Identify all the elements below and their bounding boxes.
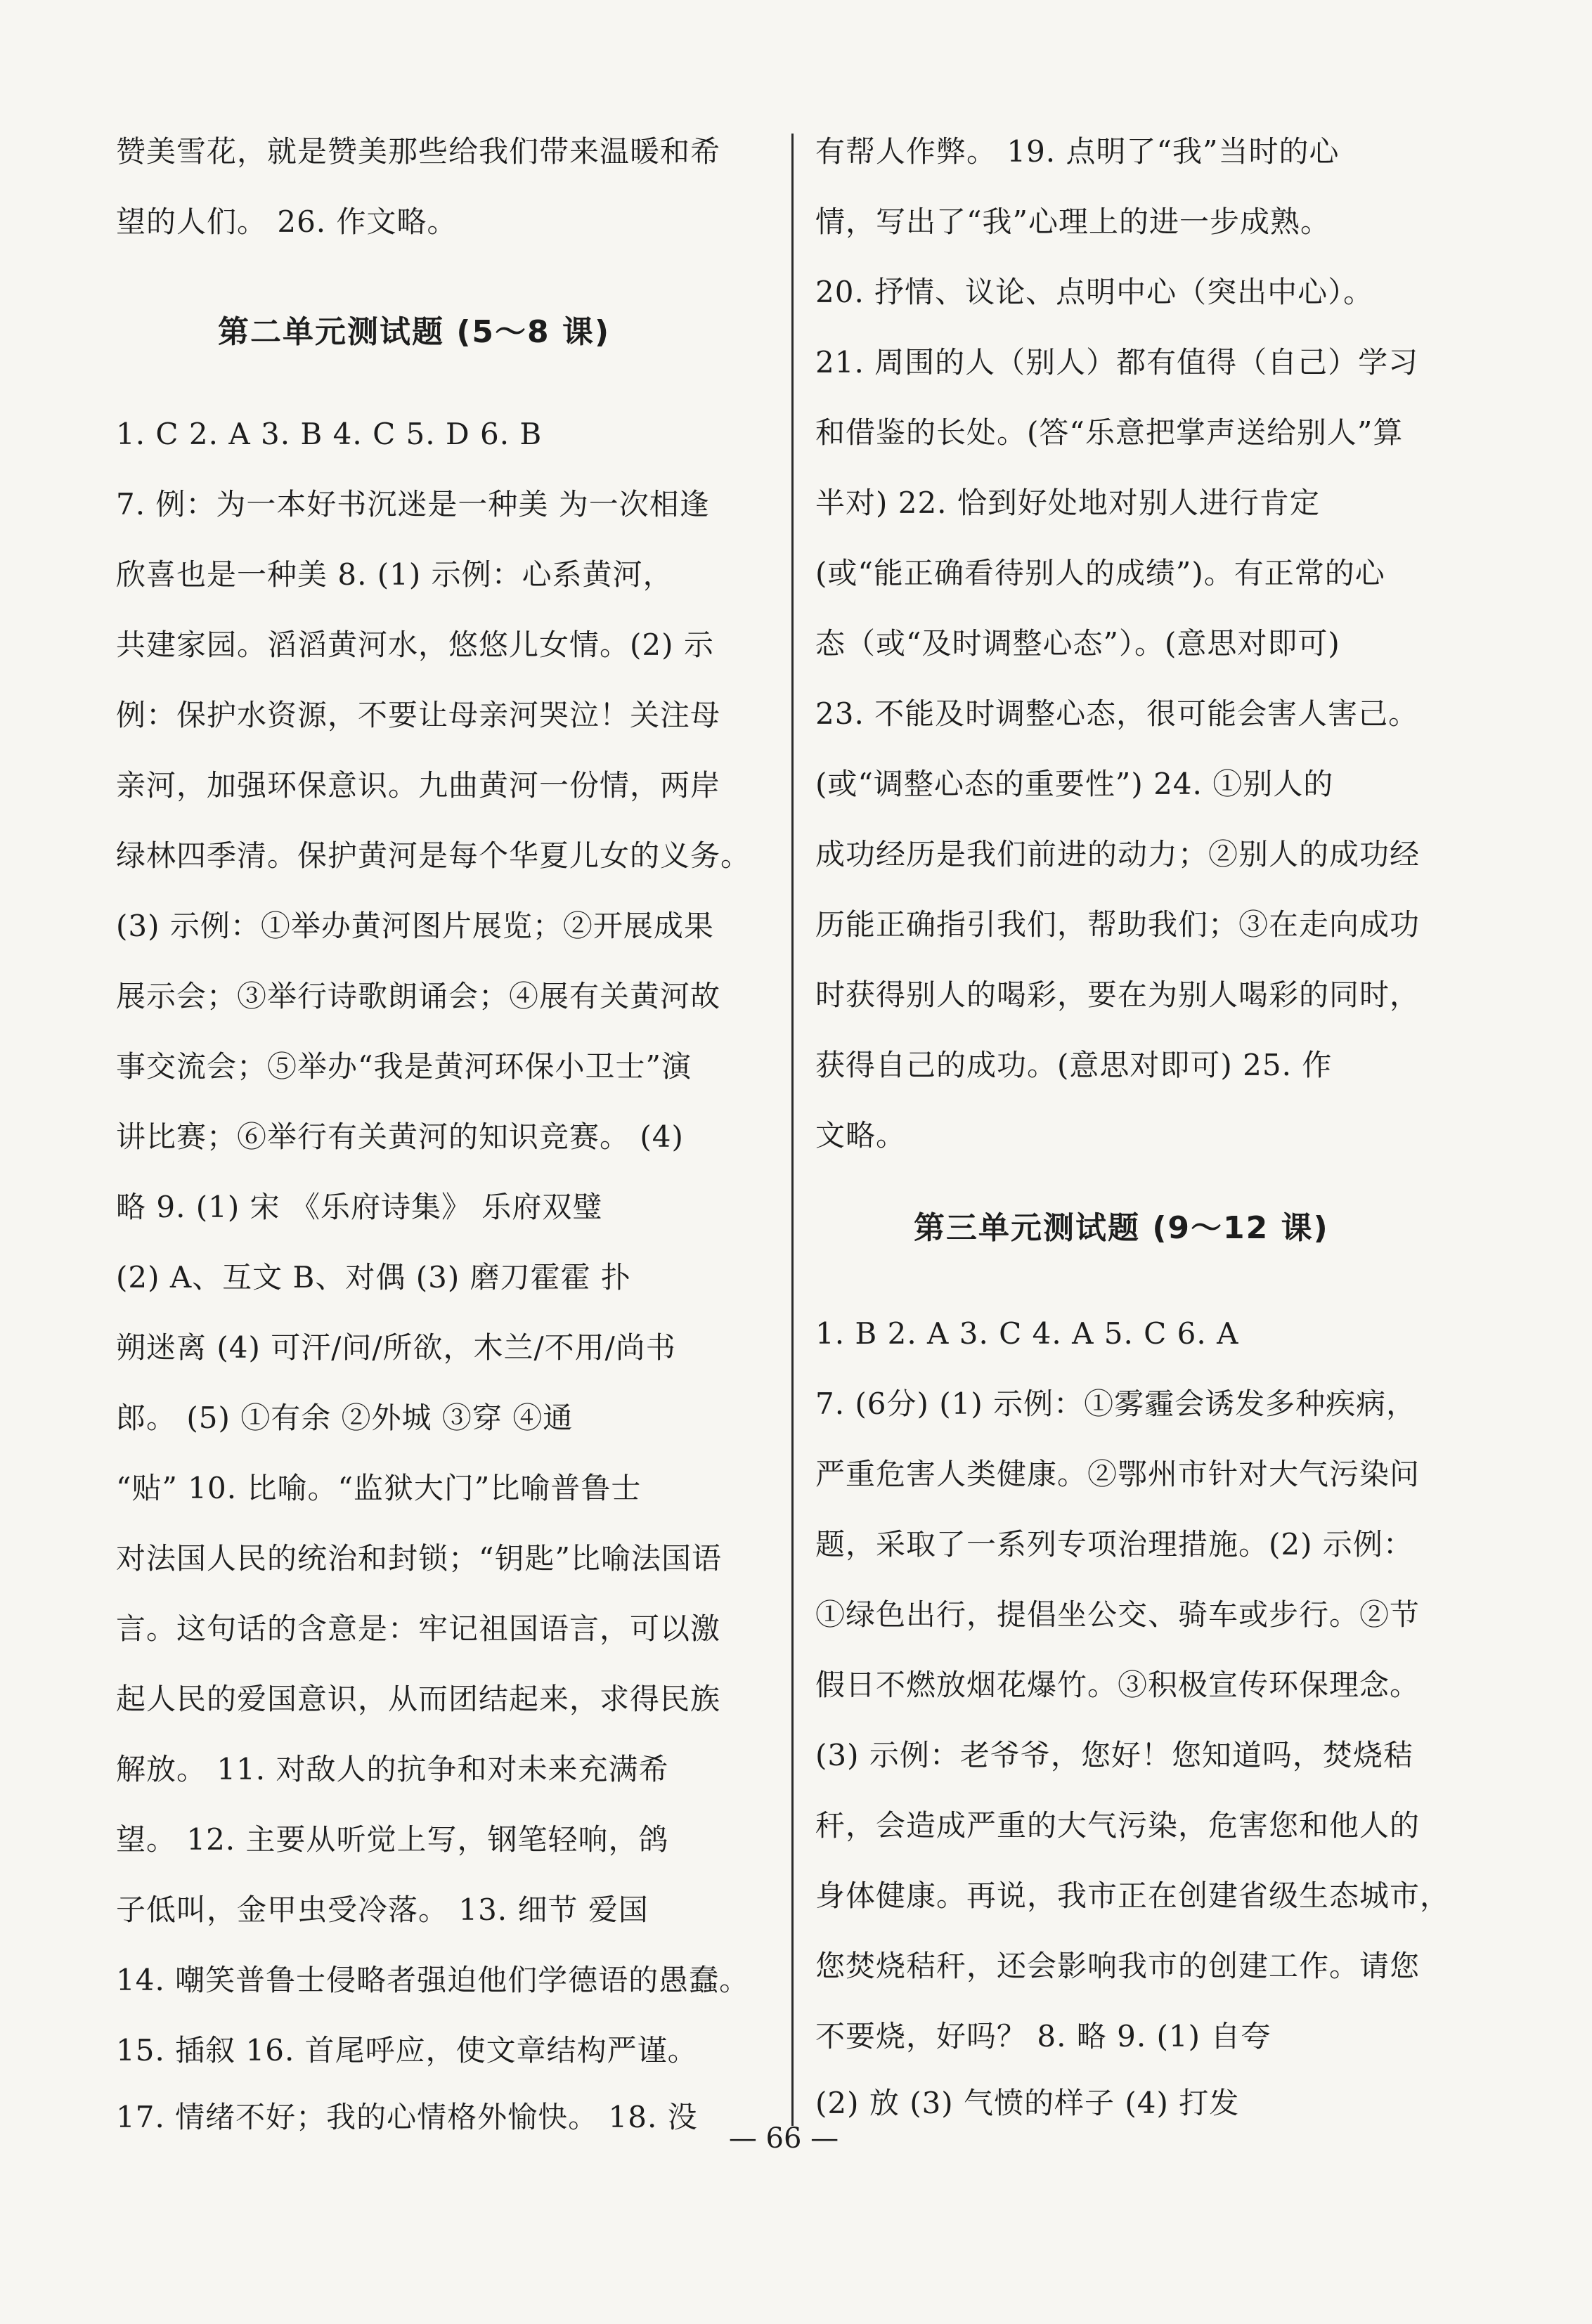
text-line: (3) 示例：①举办黄河图片展览；②开展成果 [116, 909, 714, 943]
text-line: 时获得别人的喝彩，要在为别人喝彩的同时， [815, 978, 1420, 1012]
text-line: 21. 周围的人（别人）都有值得（自己）学习 [815, 345, 1419, 379]
text-line: 20. 抒情、议论、点明中心（突出中心）。 [815, 275, 1374, 309]
text-line: 7. 例：为一本好书沉迷是一种美 为一次相逢 [116, 487, 710, 521]
text-line: 假日不燃放烟花爆竹。③积极宣传环保理念。 [815, 1668, 1420, 1702]
text-line: 展示会；③举行诗歌朗诵会；④展有关黄河故 [116, 979, 721, 1013]
text-line: 17. 情绪不好；我的心情格外愉快。 18. 没 [116, 2100, 698, 2134]
text-line: 言。这句话的含意是：牢记祖国语言，可以激 [116, 1611, 721, 1646]
text-line: (或“调整心态的重要性”) 24. ①别人的 [815, 767, 1334, 801]
text-line: 对法国人民的统治和封锁；“钥匙”比喻法国语 [116, 1541, 722, 1576]
text-line: ①绿色出行，提倡坐公交、骑车或步行。②节 [815, 1597, 1420, 1632]
text-line: 事交流会；⑤举办“我是黄河环保小卫士”演 [116, 1049, 692, 1084]
text-line: 郎。 (5) ①有余 ②外城 ③穿 ④通 [116, 1401, 574, 1435]
text-line: 1. B 2. A 3. C 4. A 5. C 6. A [815, 1316, 1239, 1351]
text-line: 有帮人作弊。 19. 点明了“我”当时的心 [815, 134, 1340, 169]
text-line: 起人民的爱国意识，从而团结起来，求得民族 [116, 1682, 721, 1716]
text-line: 望。 12. 主要从听觉上写，钢笔轻响，鸽 [116, 1822, 669, 1857]
text-line: 历能正确指引我们，帮助我们；③在走向成功 [815, 907, 1420, 942]
text-line: 14. 嘲笑普鲁士侵略者强迫他们学德语的愚蠢。 [116, 1963, 750, 1997]
text-line: 赞美雪花，就是赞美那些给我们带来温暖和希 [116, 134, 721, 169]
page-number: — 66 — [728, 2122, 839, 2155]
text-line: 绿林四季清。保护黄河是每个华夏儿女的义务。 [116, 838, 751, 873]
text-line: 情，写出了“我”心理上的进一步成熟。 [815, 205, 1331, 239]
text-line: (2) 放 (3) 气愤的样子 (4) 打发 [815, 2086, 1240, 2120]
text-line: 题，采取了一系列专项治理措施。(2) 示例： [815, 1527, 1413, 1562]
text-line: 您焚烧秸秆，还会影响我市的创建工作。请您 [815, 1949, 1420, 1983]
text-line: 文略。 [815, 1118, 907, 1153]
text-line: 15. 插叙 16. 首尾呼应，使文章结构严谨。 [116, 2033, 698, 2067]
text-line: (3) 示例：老爷爷，您好！您知道吗，焚烧秸 [815, 1738, 1413, 1772]
text-line: 亲河，加强环保意识。九曲黄河一份情，两岸 [116, 768, 721, 803]
text-line: (2) A、互文 B、对偶 (3) 磨刀霍霍 扑 [116, 1260, 631, 1294]
text-line: 略 9. (1) 宋 《乐府诗集》 乐府双璧 [116, 1190, 603, 1224]
text-line: 子低叫，金甲虫受冷落。 13. 细节 爱国 [116, 1893, 649, 1927]
text-line: 欣喜也是一种美 8. (1) 示例：心系黄河， [116, 557, 673, 592]
text-line: 秆，会造成严重的大气污染，危害您和他人的 [815, 1808, 1420, 1843]
text-line: 讲比赛；⑥举行有关黄河的知识竞赛。 (4) [116, 1119, 684, 1154]
text-line: “贴” 10. 比喻。“监狱大门”比喻普鲁士 [116, 1471, 642, 1505]
text-line: 态（或“及时调整心态”）。(意思对即可) [815, 626, 1340, 661]
text-line: 望的人们。 26. 作文略。 [116, 205, 458, 239]
unit-2-heading: 第二单元测试题 (5～8 课) [218, 314, 611, 350]
text-line: 1. C 2. A 3. B 4. C 5. D 6. B [116, 417, 543, 451]
text-line: (或“能正确看待别人的成绩”)。有正常的心 [815, 556, 1385, 590]
text-line: 半对) 22. 恰到好处地对别人进行肯定 [815, 486, 1320, 520]
text-line: 7. (6分) (1) 示例：①雾霾会诱发多种疾病， [815, 1387, 1417, 1421]
text-line: 例：保护水资源，不要让母亲河哭泣！关注母 [116, 698, 721, 732]
text-line: 获得自己的成功。(意思对即可) 25. 作 [815, 1048, 1333, 1082]
text-line: 成功经历是我们前进的动力；②别人的成功经 [815, 837, 1420, 871]
text-line: 和借鉴的长处。(答“乐意把掌声送给别人”算 [815, 415, 1404, 450]
column-divider [791, 134, 794, 2126]
unit-3-heading: 第三单元测试题 (9～12 课) [914, 1210, 1329, 1246]
text-line: 解放。 11. 对敌人的抗争和对未来充满希 [116, 1752, 669, 1786]
text-line: 身体健康。再说，我市正在创建省级生态城市， [815, 1878, 1451, 1913]
text-line: 23. 不能及时调整心态，很可能会害人害己。 [815, 696, 1419, 731]
text-line: 不要烧，好吗？ 8. 略 9. (1) 自夸 [815, 2019, 1271, 2053]
text-line: 共建家园。滔滔黄河水，悠悠儿女情。(2) 示 [116, 628, 714, 662]
text-line: 朔迷离 (4) 可汗/问/所欲，木兰/不用/尚书 [116, 1330, 676, 1365]
text-line: 严重危害人类健康。②鄂州市针对大气污染问 [815, 1457, 1420, 1491]
